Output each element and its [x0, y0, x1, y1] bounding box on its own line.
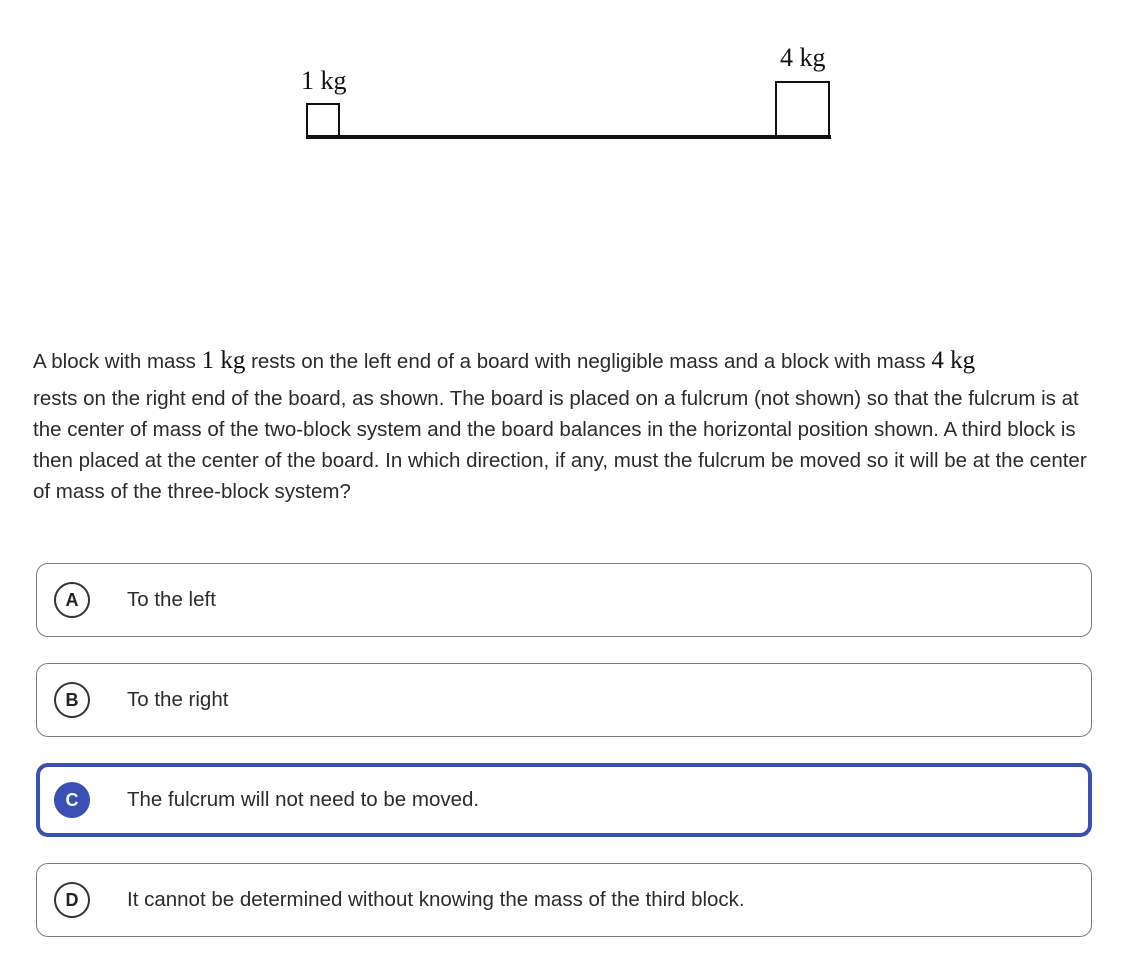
- option-c[interactable]: [36, 763, 1092, 837]
- option-d-text: It cannot be determined without knowing the mass of the third block.: [127, 888, 745, 911]
- option-d[interactable]: [36, 863, 1092, 937]
- option-a-text: To the left: [127, 588, 216, 611]
- option-c-text: The fulcrum will not need to be moved.: [127, 788, 480, 811]
- option-d-letter: D: [54, 882, 90, 918]
- board-diagram: [0, 0, 1136, 300]
- board: [306, 135, 831, 139]
- option-c-letter: C: [54, 782, 90, 818]
- right-mass-label: 4 kg: [780, 43, 826, 72]
- option-a[interactable]: [36, 563, 1092, 637]
- mass-1-value: 1 kg: [201, 347, 246, 374]
- left-mass-label: 1 kg: [301, 66, 347, 95]
- question-part-3: rests on the right end of the board, as shown. The board is placed on a fulcrum (not shown) so that the fulcrum is at the center of mass of the two-block system and the board balances in the horizontal position shown. A third block is then placed at the center of the board. In which direction, if any, must the fulcrum be moved so it will be at the center of mass of the three-block system?: [33, 387, 1087, 503]
- question-part-1: A block with mass: [33, 350, 202, 373]
- left-block: [306, 103, 340, 137]
- question-line-1: [33, 340, 1108, 383]
- option-a-letter: A: [54, 582, 90, 618]
- right-block: [775, 81, 830, 137]
- option-b[interactable]: [36, 663, 1092, 737]
- option-b-text: To the right: [127, 688, 229, 711]
- mass-2-value: 4 kg: [931, 347, 976, 374]
- question-part-2: rests on the left end of a board with negligible mass and a block with mass: [245, 350, 932, 373]
- question-text: [33, 340, 1108, 507]
- option-b-letter: B: [54, 682, 90, 718]
